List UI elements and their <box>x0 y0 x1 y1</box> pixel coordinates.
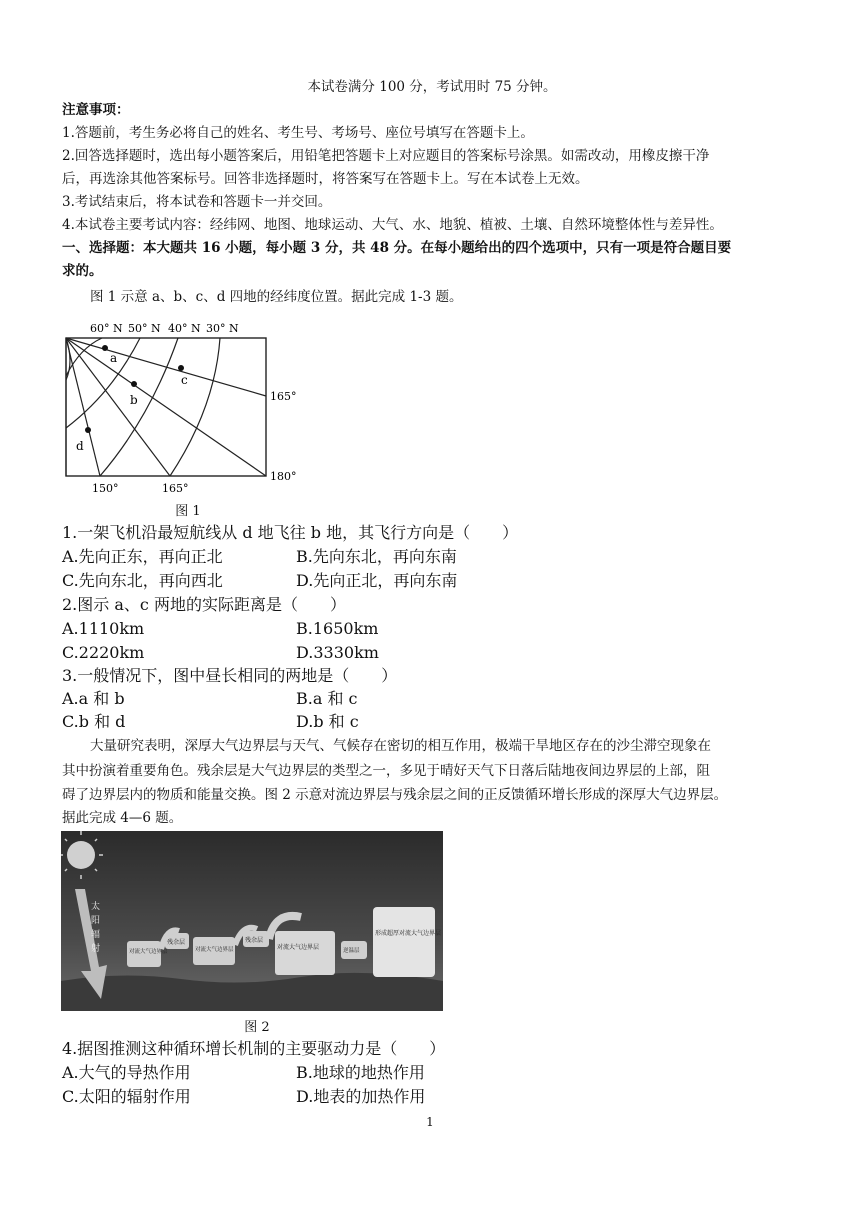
figure-1-graticule <box>60 318 310 498</box>
q1-option-a: A.先向正东，再向正北 <box>62 547 223 566</box>
q1-option-b: B.先向东北，再向东南 <box>296 547 457 566</box>
q4-option-c: C.太阳的辐射作用 <box>62 1087 191 1106</box>
q4-option-d: D.地表的加热作用 <box>296 1087 426 1106</box>
figure-2-boundary-layer <box>61 831 443 1011</box>
exam-info: 本试卷满分 100 分，考试用时 75 分钟。 <box>307 79 557 95</box>
group1-intro: 图 1 示意 a、b、c、d 四地的经纬度位置。据此完成 1-3 题。 <box>90 289 463 305</box>
label-d: d <box>76 439 84 453</box>
q1-option-d: D.先向正北，再向东南 <box>296 571 458 590</box>
q3-option-d: D.b 和 c <box>296 712 359 731</box>
notice-item: 3.考试结束后，将本试卷和答题卡一并交回。 <box>62 194 332 210</box>
svg-text:对流大气边界层: 对流大气边界层 <box>277 944 320 951</box>
figure-1-caption: 图 1 <box>175 504 201 519</box>
svg-text:射: 射 <box>91 944 101 954</box>
q2-option-c: C.2220km <box>62 643 145 662</box>
q2-option-a: A.1110km <box>62 619 145 638</box>
group2-intro-line: 其中扮演着重要角色。残余层是大气边界层的类型之一，多见于晴好天气下日落后陆地夜间边界层的上部，阻 <box>62 763 710 779</box>
svg-text:残余层: 残余层 <box>245 937 264 944</box>
svg-text:辐: 辐 <box>91 930 101 940</box>
question-2-stem: 2.图示 a、c 两地的实际距离是（ ） <box>62 595 346 614</box>
notice-item: 后，再选涂其他答案标号。回答非选择题时，将答案写在答题卡上。写在本试卷上无效。 <box>62 171 589 187</box>
section-title-cont: 求的。 <box>62 263 103 279</box>
lat-60: 60° N <box>90 322 123 335</box>
question-4-stem: 4.据图推测这种循环增长机制的主要驱动力是（ ） <box>62 1039 446 1058</box>
group2-intro-line: 大量研究表明，深厚大气边界层与天气、气候存在密切的相互作用，极端干旱地区存在的沙尘滞空现象在 <box>90 738 711 754</box>
lat-40: 40° N <box>168 322 201 335</box>
group2-intro-line: 据此完成 4—6 题。 <box>62 810 183 826</box>
question-3-stem: 3.一般情况下，图中昼长相同的两地是（ ） <box>62 666 398 685</box>
svg-text:逆温层: 逆温层 <box>343 948 360 954</box>
sun-icon <box>67 841 95 869</box>
label-c: c <box>181 373 188 387</box>
point-b <box>131 381 137 387</box>
figure-2-caption: 图 2 <box>244 1020 270 1035</box>
question-1-stem: 1.一架飞机沿最短航线从 d 地飞往 b 地，其飞行方向是（ ） <box>62 523 519 542</box>
svg-text:残余层: 残余层 <box>167 939 186 946</box>
page-number: 1 <box>426 1115 434 1129</box>
svg-text:太: 太 <box>91 902 101 912</box>
section-title: 一、选择题：本大题共 16 小题，每小题 3 分，共 48 分。在每小题给出的四个选项中，只有一项是符合题目要 <box>62 240 732 256</box>
notice-item: 1.答题前，考生务必将自己的姓名、考生号、考场号、座位号填写在答题卡上。 <box>62 125 534 141</box>
lon-165-right: 165° <box>270 390 297 403</box>
q3-option-c: C.b 和 d <box>62 712 126 731</box>
lon-180-right: 180° <box>270 470 297 483</box>
point-d <box>85 427 91 433</box>
lat-30: 30° N <box>206 322 239 335</box>
notice-title: 注意事项： <box>62 102 130 118</box>
lon-150-bottom: 150° <box>92 482 119 495</box>
point-c <box>178 365 184 371</box>
notice-item: 2.回答选择题时，选出每小题答案后，用铅笔把答题卡上对应题目的答案标号涂黑。如需改动，用橡皮擦干净 <box>62 148 710 164</box>
svg-text:阳: 阳 <box>91 916 101 926</box>
q4-option-b: B.地球的地热作用 <box>296 1063 425 1082</box>
label-a: a <box>110 351 118 365</box>
group2-intro-line: 碍了边界层内的物质和能量交换。图 2 示意对流边界层与残余层之间的正反馈循环增长形成的深厚大气边界层。 <box>62 787 728 803</box>
q4-option-a: A.大气的导热作用 <box>62 1063 191 1082</box>
lon-165-bottom: 165° <box>162 482 189 495</box>
q1-option-c: C.先向东北，再向西北 <box>62 571 223 590</box>
q2-option-b: B.1650km <box>296 619 379 638</box>
notice-item: 4.本试卷主要考试内容：经纬网、地图、地球运动、大气、水、地貌、植被、土壤、自然环境整体性与差异性。 <box>62 217 723 233</box>
svg-text:对流大气边界层: 对流大气边界层 <box>195 947 234 953</box>
svg-text:对流大气边界层: 对流大气边界层 <box>129 949 168 955</box>
point-a <box>102 345 108 351</box>
svg-text:形成超厚对流大气边界层: 形成超厚对流大气边界层 <box>375 930 442 937</box>
label-b: b <box>130 393 138 407</box>
q3-option-b: B.a 和 c <box>296 689 358 708</box>
q2-option-d: D.3330km <box>296 643 379 662</box>
lat-50: 50° N <box>128 322 161 335</box>
q3-option-a: A.a 和 b <box>62 689 125 708</box>
